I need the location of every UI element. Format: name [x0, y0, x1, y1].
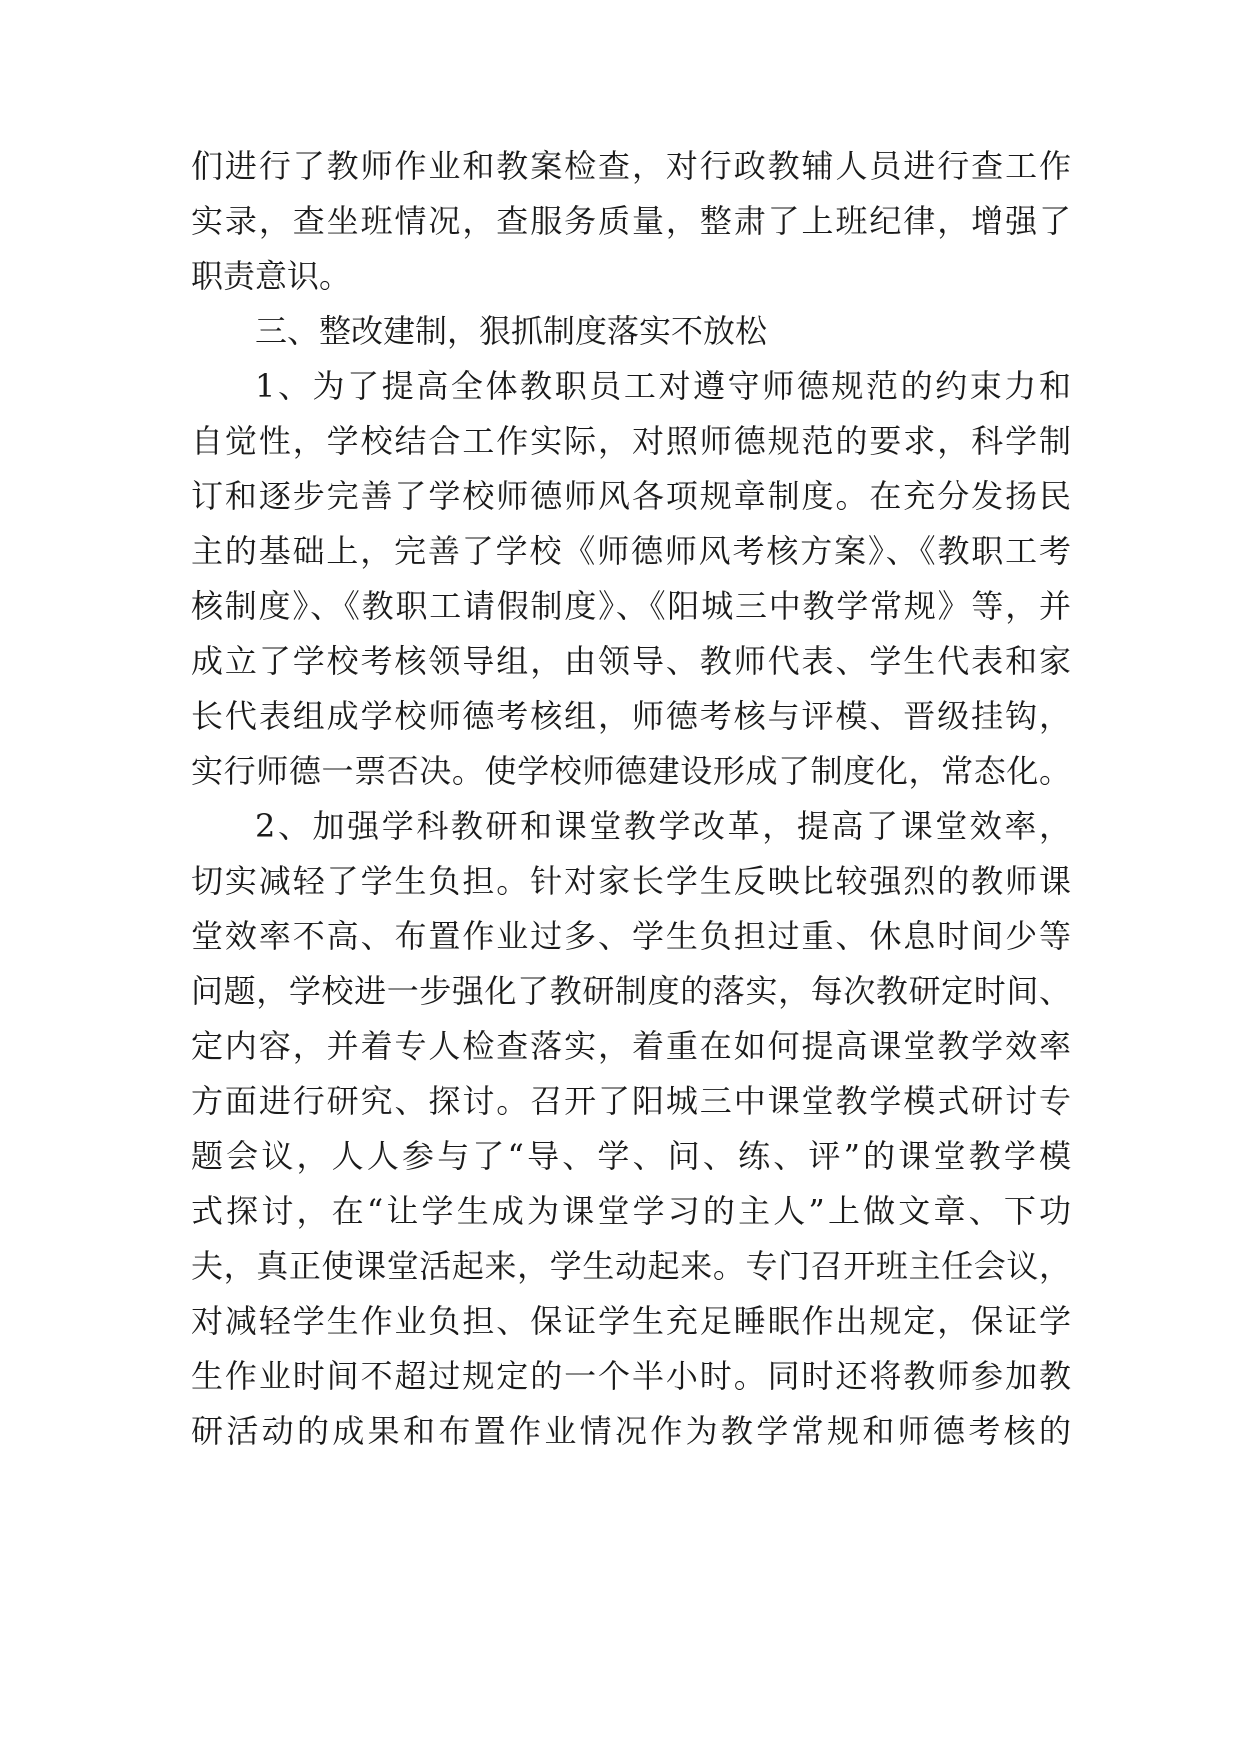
text-line: 核制度》、《教职工请假制度》、《阳城三中教学常规》等，并 — [191, 587, 1071, 625]
text-line: 1、为了提高全体教职员工对遵守师德规范的约束力和 — [255, 367, 1071, 405]
text-line: 职责意识。 — [191, 257, 352, 295]
text-line: 成立了学校考核领导组，由领导、教师代表、学生代表和家 — [191, 642, 1071, 680]
text-line: 夫，真正使课堂活起来，学生动起来。专门召开班主任会议， — [191, 1247, 1071, 1285]
text-line: 问题，学校进一步强化了教研制度的落实，每次教研定时间、 — [191, 972, 1071, 1010]
text-line: 长代表组成学校师德考核组，师德考核与评模、晋级挂钩， — [191, 697, 1071, 735]
text-line: 对减轻学生作业负担、保证学生充足睡眠作出规定，保证学 — [191, 1302, 1071, 1340]
section-heading: 三、整改建制，狠抓制度落实不放松 — [255, 312, 768, 350]
text-line: 生作业时间不超过规定的一个半小时。同时还将教师参加教 — [191, 1357, 1071, 1395]
text-line: 自觉性，学校结合工作实际，对照师德规范的要求，科学制 — [191, 422, 1071, 460]
text-line: 定内容，并着专人检查落实，着重在如何提高课堂教学效率 — [191, 1027, 1071, 1065]
text-line: 订和逐步完善了学校师德师风各项规章制度。在充分发扬民 — [191, 477, 1071, 515]
text-line: 2、加强学科教研和课堂教学改革，提高了课堂效率， — [255, 807, 1071, 845]
text-line: 堂效率不高、布置作业过多、学生负担过重、休息时间少等 — [191, 917, 1071, 955]
text-line: 研活动的成果和布置作业情况作为教学常规和师德考核的 — [191, 1412, 1071, 1450]
text-line: 实行师德一票否决。使学校师德建设形成了制度化，常态化。 — [191, 752, 1071, 790]
text-line: 切实减轻了学生负担。针对家长学生反映比较强烈的教师课 — [191, 862, 1071, 900]
text-line: 主的基础上，完善了学校《师德师风考核方案》、《教职工考 — [191, 532, 1071, 570]
text-line: 题会议，人人参与了“导、学、问、练、评”的课堂教学模 — [191, 1137, 1071, 1175]
text-line: 们进行了教师作业和教案检查，对行政教辅人员进行查工作 — [191, 147, 1071, 185]
text-line: 式探讨，在“让学生成为课堂学习的主人”上做文章、下功 — [191, 1192, 1071, 1230]
text-line: 实录，查坐班情况，查服务质量，整肃了上班纪律，增强了 — [191, 202, 1071, 240]
text-line: 方面进行研究、探讨。召开了阳城三中课堂教学模式研讨专 — [191, 1082, 1071, 1120]
